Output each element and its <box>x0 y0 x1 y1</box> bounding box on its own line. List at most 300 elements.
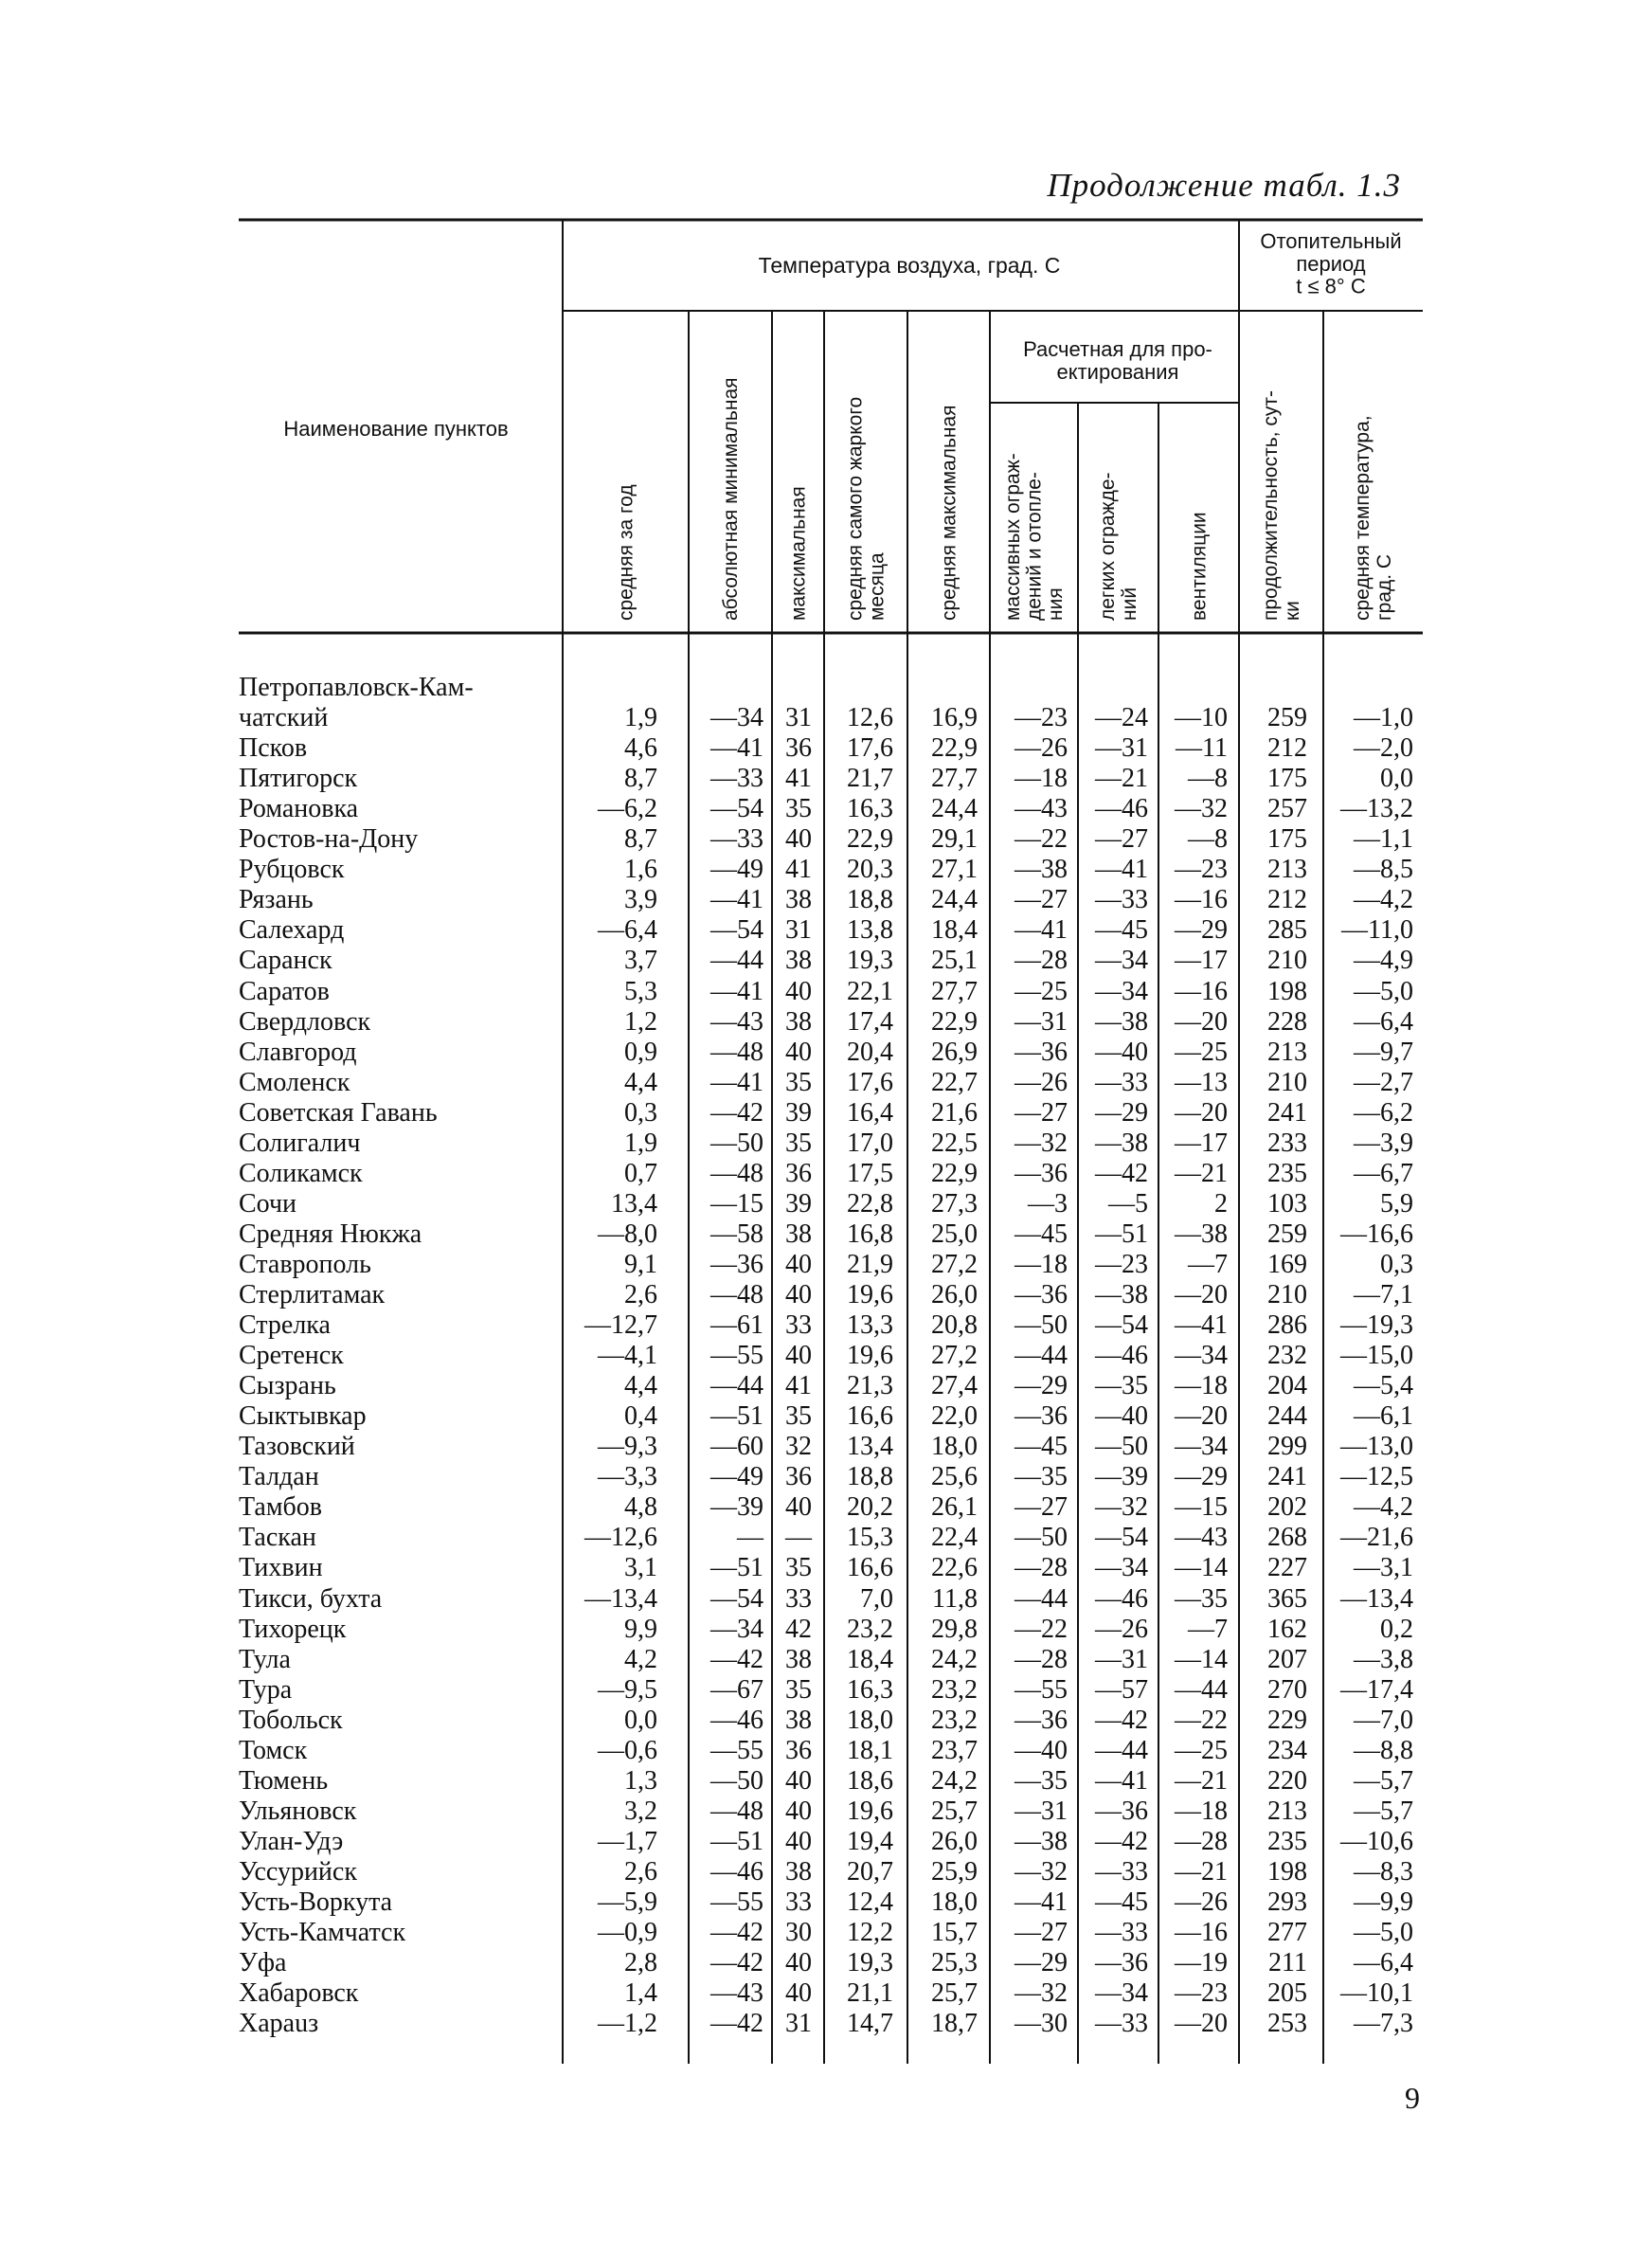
cell-light: —23 <box>1095 1249 1148 1279</box>
cell-duration: 213 <box>1267 1796 1307 1826</box>
cell-avg-year: —4,1 <box>598 1341 657 1371</box>
cell-ventilation: —8 <box>1188 764 1228 794</box>
cell-duration: 210 <box>1267 1067 1307 1097</box>
cell-light: —29 <box>1095 1097 1148 1128</box>
table-row <box>0 946 1430 976</box>
cell-avg-temp: —3,8 <box>1354 1644 1413 1674</box>
cell-avg-max: 16,9 <box>931 703 978 733</box>
row-name: Солигалич <box>239 1128 361 1158</box>
cell-duration: 103 <box>1267 1188 1307 1219</box>
cell-abs-min: —49 <box>710 1462 763 1492</box>
row-name: Салехард <box>239 915 345 946</box>
cell-avg-hot-month: 17,6 <box>847 1067 893 1097</box>
cell-ventilation: —28 <box>1175 1826 1228 1856</box>
row-name: Хабаровск <box>239 1978 359 2009</box>
cell-avg-max: 22,6 <box>931 1553 978 1583</box>
cell-avg-hot-month: 18,0 <box>847 1705 893 1735</box>
cell-avg-temp: —4,2 <box>1354 1492 1413 1523</box>
cell-avg-temp: —8,8 <box>1354 1735 1413 1765</box>
cell-max: 36 <box>785 1158 812 1188</box>
cell-avg-hot-month: 16,4 <box>847 1097 893 1128</box>
cell-avg-temp: —16,6 <box>1340 1219 1413 1249</box>
cell-duration: 244 <box>1267 1401 1307 1432</box>
cell-avg-max: 26,0 <box>931 1826 978 1856</box>
row-name: Хараuз <box>239 2009 319 2039</box>
cell-massive: —22 <box>1015 824 1068 855</box>
cell-light: —42 <box>1095 1705 1148 1735</box>
cell-avg-max: 25,0 <box>931 1219 978 1249</box>
cell-ventilation: —38 <box>1175 1219 1228 1249</box>
cell-max: 38 <box>785 1006 812 1037</box>
cell-ventilation: 2 <box>1214 1188 1228 1219</box>
cell-massive: —32 <box>1015 1856 1068 1887</box>
cell-max: 40 <box>785 976 812 1006</box>
cell-ventilation: —18 <box>1175 1796 1228 1826</box>
cell-massive: —29 <box>1015 1371 1068 1401</box>
cell-abs-min: —61 <box>710 1310 763 1341</box>
cell-avg-year: 1,2 <box>624 1006 657 1037</box>
cell-duration: 285 <box>1267 915 1307 946</box>
cell-max: 33 <box>785 1310 812 1341</box>
cell-ventilation: —29 <box>1175 915 1228 946</box>
cell-avg-year: 0,3 <box>624 1097 657 1128</box>
cell-avg-hot-month: 20,2 <box>847 1492 893 1523</box>
cell-abs-min: —39 <box>710 1492 763 1523</box>
cell-avg-temp: —5,7 <box>1354 1796 1413 1826</box>
cell-ventilation: —16 <box>1175 885 1228 915</box>
cell-avg-max: 25,7 <box>931 1796 978 1826</box>
cell-avg-max: 20,8 <box>931 1310 978 1341</box>
cell-abs-min: —55 <box>710 1735 763 1765</box>
cell-avg-max: 21,6 <box>931 1097 978 1128</box>
cell-avg-temp: 0,3 <box>1380 1249 1413 1279</box>
cell-abs-min: —33 <box>710 764 763 794</box>
cell-avg-temp: —15,0 <box>1340 1341 1413 1371</box>
cell-avg-temp: —21,6 <box>1340 1523 1413 1553</box>
cell-abs-min: —46 <box>710 1705 763 1735</box>
cell-avg-temp: —9,9 <box>1354 1887 1413 1917</box>
cell-avg-temp: —2,7 <box>1354 1067 1413 1097</box>
cell-avg-year: 3,9 <box>624 885 657 915</box>
cell-avg-year: —8,0 <box>598 1219 657 1249</box>
cell-massive: —31 <box>1015 1796 1068 1826</box>
cell-avg-max: 27,3 <box>931 1188 978 1219</box>
cell-light: —45 <box>1095 1887 1148 1917</box>
cell-avg-max: 25,1 <box>931 946 978 976</box>
cell-max: 31 <box>785 915 812 946</box>
cell-avg-year: 3,1 <box>624 1553 657 1583</box>
heating-period-header-line: t ≤ 8° C <box>1296 274 1366 298</box>
cell-avg-max: 27,7 <box>931 764 978 794</box>
cell-massive: —35 <box>1015 1765 1068 1796</box>
cell-max: 35 <box>785 1674 812 1705</box>
cell-max: 38 <box>785 1644 812 1674</box>
cell-massive: —27 <box>1015 1097 1068 1128</box>
cell-avg-temp: —9,7 <box>1354 1037 1413 1067</box>
cell-max: 31 <box>785 703 812 733</box>
table-row <box>0 1887 1430 1918</box>
row-name: Сочи <box>239 1188 297 1219</box>
cell-max: 42 <box>785 1614 812 1644</box>
cell-abs-min: —42 <box>710 1918 763 1948</box>
cell-avg-max: 18,0 <box>931 1432 978 1462</box>
row-name: Романовка <box>239 794 359 824</box>
row-name: Улан-Удэ <box>239 1826 344 1856</box>
cell-light: —38 <box>1095 1006 1148 1037</box>
cell-avg-year: 4,4 <box>624 1371 657 1401</box>
cell-duration: 198 <box>1267 1856 1307 1887</box>
cell-avg-year: 0,4 <box>624 1401 657 1432</box>
column-header-duration <box>1260 390 1303 621</box>
page-number: 9 <box>1405 2081 1420 2115</box>
cell-duration: 241 <box>1267 1097 1307 1128</box>
table-row <box>0 1250 1430 1280</box>
cell-massive: —32 <box>1015 1128 1068 1158</box>
column-header-ventilation-line: вентиляции <box>1188 512 1211 621</box>
cell-max: 40 <box>785 1280 812 1309</box>
cell-avg-hot-month: 18,4 <box>847 1644 893 1674</box>
cell-avg-year: —0,6 <box>598 1735 657 1765</box>
column-header-avg-year-line: средняя за год <box>615 484 637 621</box>
row-name: Талдан <box>239 1462 319 1492</box>
cell-massive: —30 <box>1015 2009 1068 2039</box>
table-row <box>0 977 1430 1007</box>
cell-avg-hot-month: 16,6 <box>847 1553 893 1583</box>
table-row <box>0 1706 1430 1736</box>
cell-light: —54 <box>1095 1523 1148 1553</box>
cell-abs-min: —41 <box>710 733 763 764</box>
temperature-group-header-line: Температура воздуха, град. С <box>758 253 1061 278</box>
cell-duration: 212 <box>1267 733 1307 764</box>
cell-avg-temp: —8,3 <box>1354 1856 1413 1887</box>
cell-light: —45 <box>1095 915 1148 946</box>
cell-avg-temp: —13,0 <box>1340 1432 1413 1462</box>
table-row <box>0 1523 1430 1553</box>
cell-max: 36 <box>785 733 812 764</box>
row-name: Сыктывкар <box>239 1401 367 1432</box>
cell-ventilation: —25 <box>1175 1735 1228 1765</box>
cell-max: 41 <box>785 855 812 885</box>
row-name: Саранск <box>239 946 332 976</box>
cell-ventilation: —19 <box>1175 1948 1228 1978</box>
cell-light: —33 <box>1095 885 1148 915</box>
cell-avg-temp: —3,9 <box>1354 1128 1413 1158</box>
cell-ventilation: —20 <box>1175 1006 1228 1037</box>
cell-avg-year: 1,4 <box>624 1978 657 2009</box>
cell-ventilation: —22 <box>1175 1705 1228 1735</box>
cell-duration: 270 <box>1267 1674 1307 1705</box>
cell-ventilation: —44 <box>1175 1674 1228 1705</box>
cell-avg-max: 22,9 <box>931 1006 978 1037</box>
cell-light: —40 <box>1095 1401 1148 1432</box>
cell-avg-hot-month: 19,3 <box>847 1948 893 1978</box>
cell-avg-hot-month: 18,6 <box>847 1765 893 1796</box>
cell-avg-max: 26,0 <box>931 1280 978 1309</box>
column-header-massive-line: дений и отопле- <box>1023 472 1046 621</box>
cell-massive: —27 <box>1015 1918 1068 1948</box>
cell-light: —31 <box>1095 1644 1148 1674</box>
cell-ventilation: —23 <box>1175 855 1228 885</box>
cell-massive: —28 <box>1015 1553 1068 1583</box>
cell-light: —26 <box>1095 1614 1148 1644</box>
cell-max: 35 <box>785 1553 812 1583</box>
cell-avg-temp: —19,3 <box>1340 1310 1413 1341</box>
cell-massive: —45 <box>1015 1432 1068 1462</box>
cell-abs-min: —49 <box>710 855 763 885</box>
cell-avg-temp: —4,2 <box>1354 885 1413 915</box>
table-row <box>0 733 1430 764</box>
cell-ventilation: —13 <box>1175 1067 1228 1097</box>
cell-massive: —36 <box>1015 1280 1068 1309</box>
cell-duration: 213 <box>1267 1037 1307 1067</box>
cell-avg-year: —3,3 <box>598 1462 657 1492</box>
cell-avg-max: 29,1 <box>931 824 978 855</box>
cell-avg-max: 22,9 <box>931 1158 978 1188</box>
cell-duration: 204 <box>1267 1371 1307 1401</box>
table-row <box>0 1401 1430 1432</box>
cell-duration: 212 <box>1267 885 1307 915</box>
cell-duration: 210 <box>1267 946 1307 976</box>
cell-abs-min: —55 <box>710 1341 763 1371</box>
cell-avg-max: 18,7 <box>931 2009 978 2039</box>
cell-massive: —45 <box>1015 1219 1068 1249</box>
cell-max: 39 <box>785 1097 812 1128</box>
cell-avg-max: 22,4 <box>931 1523 978 1553</box>
cell-avg-max: 23,2 <box>931 1674 978 1705</box>
cell-max: 40 <box>785 1765 812 1796</box>
cell-max: 38 <box>785 885 812 915</box>
table-row <box>0 915 1430 946</box>
cell-light: —46 <box>1095 1341 1148 1371</box>
cell-abs-min: —48 <box>710 1280 763 1309</box>
cell-avg-year: 9,9 <box>624 1614 657 1644</box>
cell-avg-year: —9,3 <box>598 1432 657 1462</box>
name-column-header <box>283 417 508 441</box>
cell-ventilation: —21 <box>1175 1856 1228 1887</box>
column-header-avg-temp-line: град. С <box>1373 553 1395 621</box>
cell-abs-min: —36 <box>710 1249 763 1279</box>
cell-avg-hot-month: 19,3 <box>847 946 893 976</box>
cell-avg-max: 27,1 <box>931 855 978 885</box>
cell-light: —33 <box>1095 1918 1148 1948</box>
cell-duration: 175 <box>1267 764 1307 794</box>
cell-duration: 235 <box>1267 1158 1307 1188</box>
cell-avg-temp: —13,4 <box>1340 1583 1413 1614</box>
cell-max: 36 <box>785 1735 812 1765</box>
cell-avg-year: 3,2 <box>624 1796 657 1826</box>
cell-massive: —44 <box>1015 1583 1068 1614</box>
cell-avg-temp: —5,0 <box>1354 976 1413 1006</box>
design-group-header <box>1023 337 1212 384</box>
cell-avg-hot-month: 22,8 <box>847 1188 893 1219</box>
cell-ventilation: —41 <box>1175 1310 1228 1341</box>
cell-massive: —22 <box>1015 1614 1068 1644</box>
cell-ventilation: —35 <box>1175 1583 1228 1614</box>
cell-avg-year: —12,6 <box>584 1523 657 1553</box>
column-header-abs-min <box>720 377 742 621</box>
cell-light: —57 <box>1095 1674 1148 1705</box>
cell-ventilation: —18 <box>1175 1371 1228 1401</box>
cell-max: 35 <box>785 1401 812 1432</box>
cell-avg-max: 24,4 <box>931 794 978 824</box>
table-row <box>0 1736 1430 1766</box>
cell-duration: 162 <box>1267 1614 1307 1644</box>
cell-light: —38 <box>1095 1280 1148 1309</box>
cell-avg-year: 4,6 <box>624 733 657 764</box>
table-row <box>0 794 1430 824</box>
table-row <box>0 1918 1430 1948</box>
design-group-header-line: Расчетная для про- <box>1023 337 1212 361</box>
column-header-massive-line: массивных ограж- <box>1001 453 1024 621</box>
cell-avg-max: 22,7 <box>931 1067 978 1097</box>
cell-max: 40 <box>785 1948 812 1978</box>
cell-duration: 227 <box>1267 1553 1307 1583</box>
cell-duration: 253 <box>1267 2009 1307 2039</box>
cell-duration: 299 <box>1267 1432 1307 1462</box>
row-name: Тула <box>239 1644 291 1674</box>
cell-avg-hot-month: 14,7 <box>847 2009 893 2039</box>
row-name: Тюмень <box>239 1765 329 1796</box>
cell-max: 38 <box>785 946 812 976</box>
cell-avg-max: 18,4 <box>931 915 978 946</box>
cell-duration: 241 <box>1267 1462 1307 1492</box>
cell-avg-year: 5,3 <box>624 976 657 1006</box>
cell-light: —54 <box>1095 1310 1148 1341</box>
cell-ventilation: —34 <box>1175 1432 1228 1462</box>
cell-avg-max: 18,0 <box>931 1887 978 1917</box>
cell-massive: —27 <box>1015 885 1068 915</box>
cell-avg-max: 27,2 <box>931 1249 978 1279</box>
cell-avg-hot-month: 12,2 <box>847 1918 893 1948</box>
cell-ventilation: —34 <box>1175 1341 1228 1371</box>
cell-abs-min: —44 <box>710 1371 763 1401</box>
table-row <box>0 1038 1430 1068</box>
cell-avg-temp: 0,2 <box>1380 1614 1413 1644</box>
row-name: Саратов <box>239 976 330 1006</box>
cell-duration: 232 <box>1267 1341 1307 1371</box>
cell-abs-min: —34 <box>710 1614 763 1644</box>
cell-abs-min: —60 <box>710 1432 763 1462</box>
table-row <box>0 1219 1430 1250</box>
cell-massive: —28 <box>1015 1644 1068 1674</box>
column-header-avg-max-line: средняя максимальная <box>938 405 961 621</box>
table-row <box>0 1584 1430 1615</box>
cell-avg-hot-month: 22,1 <box>847 976 893 1006</box>
cell-duration: 169 <box>1267 1249 1307 1279</box>
heating-period-header-line: период <box>1296 251 1366 276</box>
cell-abs-min: —48 <box>710 1796 763 1826</box>
cell-massive: —36 <box>1015 1037 1068 1067</box>
cell-avg-max: 22,9 <box>931 733 978 764</box>
cell-duration: 205 <box>1267 1978 1307 2009</box>
cell-ventilation: —32 <box>1175 794 1228 824</box>
table-row <box>0 1007 1430 1038</box>
table-row <box>0 1675 1430 1706</box>
cell-massive: —25 <box>1015 976 1068 1006</box>
cell-abs-min: —48 <box>710 1037 763 1067</box>
table-row <box>0 1827 1430 1857</box>
cell-avg-year: 8,7 <box>624 824 657 855</box>
cell-duration: 228 <box>1267 1006 1307 1037</box>
row-name: Уфа <box>239 1948 287 1978</box>
cell-avg-max: 23,7 <box>931 1735 978 1765</box>
cell-avg-year: 4,4 <box>624 1067 657 1097</box>
cell-avg-temp: —1,0 <box>1354 703 1413 733</box>
table-row <box>0 1797 1430 1827</box>
column-header-light <box>1097 472 1140 621</box>
cell-abs-min: —41 <box>710 976 763 1006</box>
cell-avg-temp: —6,7 <box>1354 1158 1413 1188</box>
cell-abs-min: —50 <box>710 1765 763 1796</box>
cell-massive: —18 <box>1015 764 1068 794</box>
cell-ventilation: —23 <box>1175 1978 1228 2009</box>
cell-avg-max: 25,9 <box>931 1856 978 1887</box>
cell-light: —39 <box>1095 1462 1148 1492</box>
cell-avg-hot-month: 17,0 <box>847 1128 893 1158</box>
table-row <box>0 1371 1430 1401</box>
table-row <box>0 2009 1430 2039</box>
cell-avg-temp: —11,0 <box>1341 915 1413 946</box>
cell-light: —40 <box>1095 1037 1148 1067</box>
table-row <box>0 1857 1430 1887</box>
cell-duration: 234 <box>1267 1735 1307 1765</box>
cell-massive: —40 <box>1015 1735 1068 1765</box>
cell-avg-max: 22,0 <box>931 1401 978 1432</box>
cell-avg-hot-month: 21,7 <box>847 764 893 794</box>
cell-duration: 207 <box>1267 1644 1307 1674</box>
table-row <box>0 1766 1430 1797</box>
cell-ventilation: —8 <box>1188 824 1228 855</box>
column-header-massive-line: ния <box>1045 587 1068 621</box>
heating-period-header <box>1260 229 1401 298</box>
cell-ventilation: —14 <box>1175 1644 1228 1674</box>
cell-light: —31 <box>1095 733 1148 764</box>
cell-light: —34 <box>1095 1978 1148 2009</box>
cell-massive: —32 <box>1015 1978 1068 2009</box>
cell-duration: 259 <box>1267 703 1307 733</box>
cell-avg-hot-month: 16,8 <box>847 1219 893 1249</box>
cell-max: 39 <box>785 1188 812 1219</box>
cell-massive: —55 <box>1015 1674 1068 1705</box>
column-header-avg-temp-line: средняя температура, <box>1352 415 1374 621</box>
cell-light: —41 <box>1095 1765 1148 1796</box>
table-row <box>0 1098 1430 1128</box>
table-row <box>0 1341 1430 1371</box>
cell-duration: 286 <box>1267 1310 1307 1341</box>
table-row <box>0 764 1430 794</box>
cell-avg-hot-month: 15,3 <box>847 1523 893 1553</box>
table-row <box>0 1492 1430 1523</box>
cell-duration: 365 <box>1267 1583 1307 1614</box>
cell-max: 41 <box>785 1371 812 1401</box>
column-header-light-line: ний <box>1118 587 1140 621</box>
cell-light: —33 <box>1095 1856 1148 1887</box>
cell-abs-min: —50 <box>710 1128 763 1158</box>
row-name: чатский <box>239 703 329 733</box>
cell-duration: 198 <box>1267 976 1307 1006</box>
cell-massive: —23 <box>1015 703 1068 733</box>
row-name: Тура <box>239 1674 293 1705</box>
row-name: Пятигорск <box>239 764 358 794</box>
cell-avg-max: 11,8 <box>932 1583 978 1614</box>
cell-ventilation: —7 <box>1188 1249 1228 1279</box>
cell-avg-temp: —12,5 <box>1340 1462 1413 1492</box>
table-row <box>0 703 1430 733</box>
cell-duration: 211 <box>1268 1948 1307 1978</box>
cell-massive: —18 <box>1015 1249 1068 1279</box>
cell-avg-hot-month: 19,4 <box>847 1826 893 1856</box>
cell-abs-min: —43 <box>710 1006 763 1037</box>
